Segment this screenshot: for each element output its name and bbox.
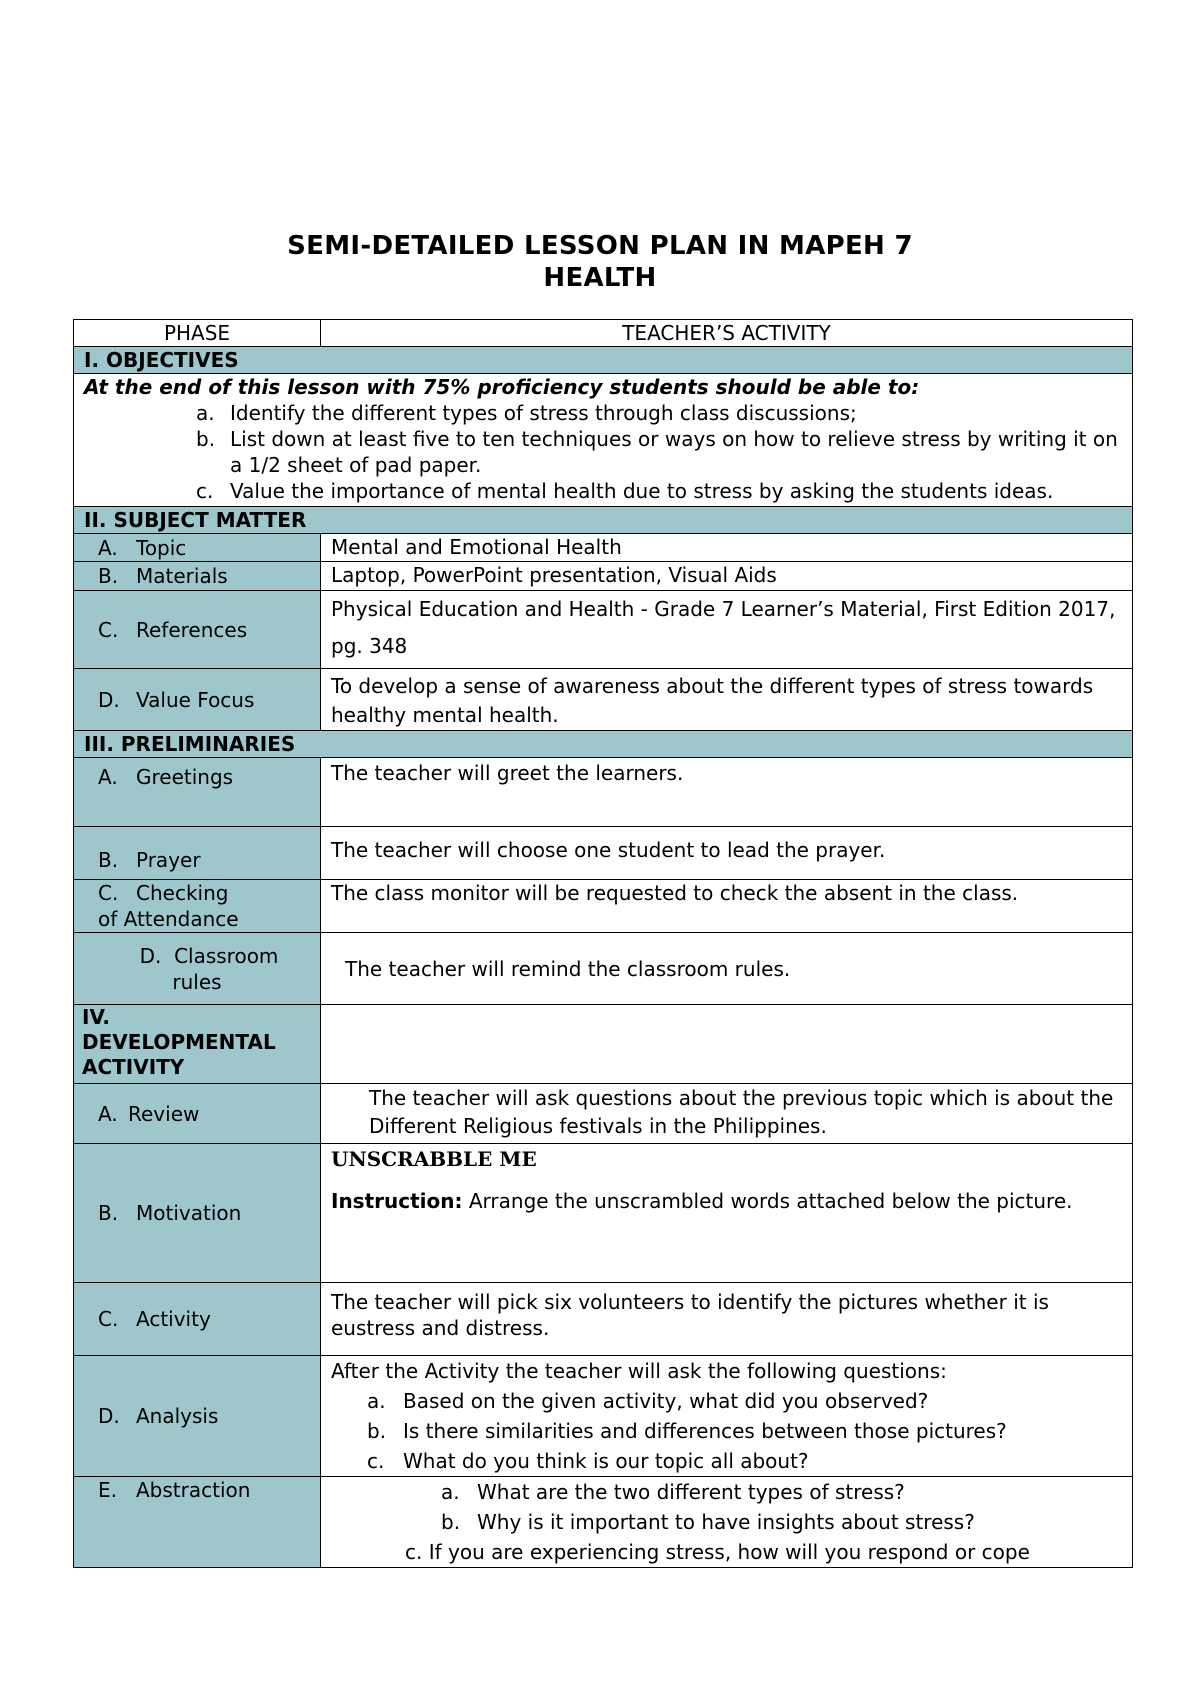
label-text: Abstraction: [136, 1478, 251, 1502]
instruction-body: Arrange the unscrambled words attached below the picture.: [462, 1189, 1073, 1213]
objective-text: Identify the different types of stress through class discussions;: [230, 401, 857, 425]
question-text: Based on the given activity, what did you observed?: [403, 1389, 929, 1413]
instruction-label: Instruction:: [331, 1189, 463, 1213]
objective-item: [84, 478, 1122, 504]
question-text: What are the two different types of stress?: [477, 1480, 905, 1504]
row-label: [74, 1477, 321, 1568]
lesson-plan-table: [73, 319, 1133, 1568]
row-label: [74, 827, 321, 880]
label-marker: C.: [98, 1307, 119, 1331]
label-text: Analysis: [136, 1404, 219, 1428]
table-row: [74, 1144, 1133, 1283]
row-label: [74, 1144, 321, 1283]
list-item: [331, 1507, 1122, 1537]
label-marker: D.: [98, 687, 120, 712]
analysis-intro: After the Activity the teacher will ask the following questions:: [331, 1359, 947, 1383]
question-text: Why is it important to have insights about stress?: [477, 1510, 975, 1534]
label-marker: C.: [98, 881, 119, 905]
table-row: [74, 1477, 1133, 1568]
teacher-activity-header: TEACHER’S ACTIVITY: [321, 320, 1133, 347]
list-marker: b.: [441, 1510, 461, 1534]
game-title: UNSCRABBLE ME: [331, 1147, 537, 1171]
table-row: [74, 534, 1133, 562]
objective-text: Value the importance of mental health due to stress by asking the students ideas.: [230, 479, 1054, 503]
abstraction-questions: [331, 1477, 1122, 1537]
list-marker: c.: [367, 1449, 385, 1473]
label-marker: B.: [98, 1201, 119, 1225]
label-text-continued: of Attendance: [98, 907, 239, 931]
label-text: References: [136, 617, 248, 642]
label-text: Classroom: [174, 943, 279, 968]
list-marker: a.: [367, 1389, 386, 1413]
objectives-list: [84, 400, 1122, 504]
label-marker: B.: [98, 848, 119, 872]
row-value: Laptop, PowerPoint presentation, Visual Aids: [321, 562, 1133, 591]
instruction-text: [331, 1186, 1122, 1216]
objectives-intro: At the end of this lesson with 75% proficiency students should be able to:: [84, 375, 920, 399]
label-text: Review: [128, 1101, 200, 1126]
list-item: [331, 1477, 1122, 1507]
row-label: [74, 1283, 321, 1356]
row-label: [74, 534, 321, 562]
objective-text: List down at least five to ten techniques or ways on how to relieve stress by writing it on a 1/2 sheet of pad paper.: [230, 427, 1118, 477]
table-row: [74, 669, 1133, 731]
heading-line: ACTIVITY: [82, 1055, 185, 1079]
label-text: Prayer: [136, 848, 201, 872]
table-row: [74, 1283, 1133, 1356]
section-objectives: [74, 347, 1133, 374]
row-label: [74, 1356, 321, 1477]
heading-line: DEVELOPMENTAL: [82, 1030, 276, 1054]
empty-cell: [321, 1005, 1133, 1084]
table-row: [74, 1356, 1133, 1477]
label-marker: C.: [98, 617, 119, 642]
row-value: The teacher will ask questions about the previous topic which is about the Different Religious festivals in the Philippines.: [321, 1084, 1133, 1144]
label-marker: D.: [98, 1404, 120, 1428]
question-text: Is there similarities and differences between those pictures?: [403, 1419, 1007, 1443]
heading-line: IV.: [82, 1005, 110, 1029]
label-marker: D.: [139, 943, 162, 968]
section-heading: [74, 1005, 321, 1084]
list-item: [331, 1416, 1122, 1446]
objective-item: [84, 400, 1122, 426]
table-row: [74, 562, 1133, 591]
row-label: [74, 669, 321, 731]
label-marker: A.: [98, 535, 118, 560]
document-subtitle: HEALTH: [543, 263, 657, 293]
row-label: [74, 758, 321, 827]
table-row: [74, 591, 1133, 669]
objectives-row: [74, 374, 1133, 507]
objectives-content: [74, 374, 1133, 507]
row-label: [74, 933, 321, 1005]
row-value: The teacher will remind the classroom rules.: [321, 933, 1133, 1005]
row-value: To develop a sense of awareness about the different types of stress towards healthy mental health.: [321, 669, 1133, 731]
section-heading: III. PRELIMINARIES: [74, 731, 1133, 758]
row-label: [74, 562, 321, 591]
label-text: Activity: [136, 1307, 211, 1331]
label-text: Motivation: [136, 1201, 242, 1225]
row-value: The teacher will greet the learners.: [321, 758, 1133, 827]
table-row: [74, 880, 1133, 933]
row-value: [321, 1356, 1133, 1477]
row-value: [321, 1144, 1133, 1283]
table-row: [74, 933, 1133, 1005]
list-marker: b.: [196, 427, 216, 451]
section-preliminaries: [74, 731, 1133, 758]
row-value: [321, 1477, 1133, 1568]
section-heading: II. SUBJECT MATTER: [74, 507, 1133, 534]
table-row: [74, 827, 1133, 880]
label-marker: A.: [98, 765, 118, 789]
table-row: [74, 1084, 1133, 1144]
label-marker: E.: [98, 1478, 117, 1502]
label-marker: B.: [98, 564, 119, 588]
label-text-continued: rules: [172, 969, 222, 994]
objective-item: [84, 426, 1122, 478]
section-subject-matter: [74, 507, 1133, 534]
list-marker: a.: [196, 401, 215, 425]
row-value: Physical Education and Health - Grade 7 Learner’s Material, First Edition 2017, pg. 348: [321, 591, 1133, 669]
phase-header: PHASE: [74, 320, 321, 347]
table-header-row: [74, 320, 1133, 347]
list-marker: b.: [367, 1419, 387, 1443]
label-text: Checking: [136, 881, 229, 905]
list-marker: a.: [441, 1480, 460, 1504]
document-title: SEMI-DETAILED LESSON PLAN IN MAPEH 7: [287, 231, 913, 261]
row-label: [74, 1084, 321, 1144]
row-label: [74, 880, 321, 933]
list-marker: c.: [196, 479, 214, 503]
table-row: [74, 758, 1133, 827]
row-label: [74, 591, 321, 669]
list-item: [331, 1446, 1122, 1476]
row-value: The teacher will choose one student to lead the prayer.: [321, 827, 1133, 880]
label-text: Topic: [136, 535, 187, 560]
question-text: What do you think is our topic all about?: [403, 1449, 809, 1473]
question-text: c. If you are experiencing stress, how will you respond or cope: [405, 1540, 1030, 1564]
label-text: Value Focus: [136, 687, 255, 712]
row-value: The class monitor will be requested to check the absent in the class.: [321, 880, 1133, 933]
section-developmental-activity: [74, 1005, 1133, 1084]
label-text: Greetings: [136, 765, 234, 789]
row-value: Mental and Emotional Health: [321, 534, 1133, 562]
section-heading: I. OBJECTIVES: [74, 347, 1133, 374]
label-text: Materials: [136, 564, 228, 588]
label-marker: A.: [98, 1101, 118, 1126]
list-item: [331, 1386, 1122, 1416]
row-value: The teacher will pick six volunteers to identify the pictures whether it is eustress and distress.: [321, 1283, 1133, 1356]
analysis-questions: [331, 1386, 1122, 1476]
